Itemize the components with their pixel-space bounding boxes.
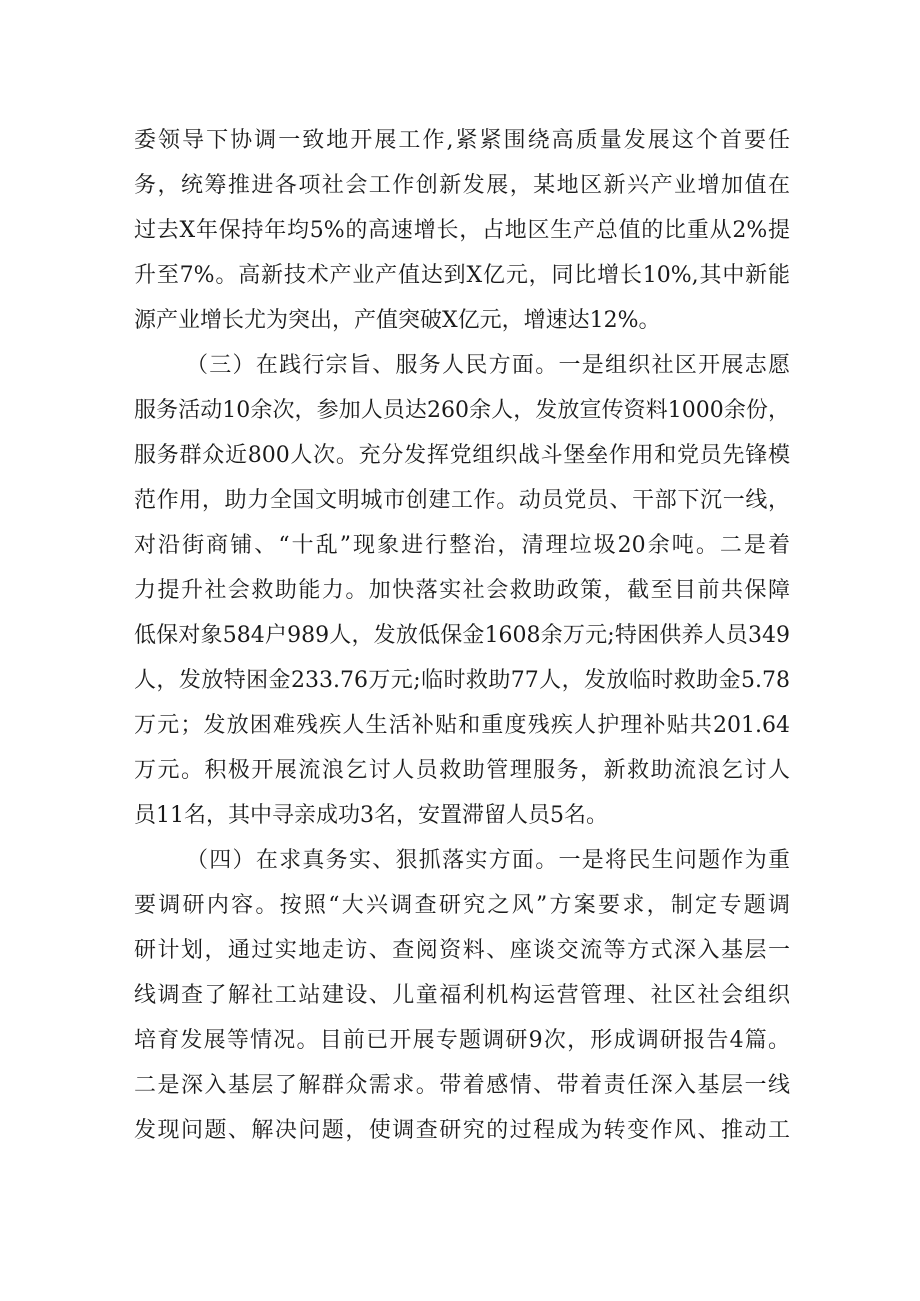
paragraph-section-3 <box>134 343 790 838</box>
paragraph-section-4 <box>134 838 790 1153</box>
document-body <box>134 118 790 1153</box>
text-line: 培育发展等情况。目前已开展专题调研9次，形成调研报告4篇。 <box>134 1028 790 1053</box>
text-line: 范作用，助力全国文明城市创建工作。动员党员、干部下沉一线， <box>134 488 790 513</box>
paragraph-heading-line: （三）在践行宗旨、服务人民方面。一是组织社区开展志愿 <box>186 353 790 378</box>
text-line: 服务群众近800人次。充分发挥党组织战斗堡垒作用和党员先锋模 <box>134 443 790 468</box>
text-line: 服务活动10余次，参加人员达260余人，发放宣传资料1000余份， <box>134 398 790 423</box>
text-line: 研计划，通过实地走访、查阅资料、座谈交流等方式深入基层一 <box>134 938 790 963</box>
text-line: 低保对象584户989人，发放低保金1608余万元;特困供养人员349 <box>134 623 790 648</box>
text-line: 万元；发放困难残疾人生活补贴和重度残疾人护理补贴共201.64 <box>134 713 790 738</box>
text-line: 升至7%。高新技术产业产值达到X亿元，同比增长10%,其中新能 <box>134 263 790 288</box>
text-line: 对沿街商铺、“十乱”现象进行整治，清理垃圾20余吨。二是着 <box>134 533 790 558</box>
text-line: 源产业增长尤为突出，产值突破X亿元，增速达12%。 <box>134 308 661 333</box>
text-line: 万元。积极开展流浪乞讨人员救助管理服务，新救助流浪乞讨人 <box>134 758 790 783</box>
text-line: 要调研内容。按照“大兴调查研究之风”方案要求，制定专题调 <box>134 893 790 918</box>
paragraph-continuation <box>134 118 790 343</box>
text-line: 发现问题、解决问题，使调查研究的过程成为转变作风、推动工 <box>134 1118 790 1143</box>
text-line: 过去X年保持年均5%的高速增长，占地区生产总值的比重从2%提 <box>134 218 790 243</box>
text-line: 委领导下协调一致地开展工作,紧紧围绕高质量发展这个首要任 <box>134 128 790 153</box>
text-line: 二是深入基层了解群众需求。带着感情、带着责任深入基层一线 <box>134 1073 790 1098</box>
paragraph-heading-line: （四）在求真务实、狠抓落实方面。一是将民生问题作为重 <box>186 848 790 873</box>
text-line: 务，统筹推进各项社会工作创新发展，某地区新兴产业增加值在 <box>134 173 790 198</box>
text-line: 力提升社会救助能力。加快落实社会救助政策，截至目前共保障 <box>134 578 790 603</box>
text-line: 人，发放特困金233.76万元;临时救助77人，发放临时救助金5.78 <box>134 668 790 693</box>
text-line: 线调查了解社工站建设、儿童福利机构运营管理、社区社会组织 <box>134 983 790 1008</box>
text-line: 员11名，其中寻亲成功3名，安置滞留人员5名。 <box>134 803 608 828</box>
